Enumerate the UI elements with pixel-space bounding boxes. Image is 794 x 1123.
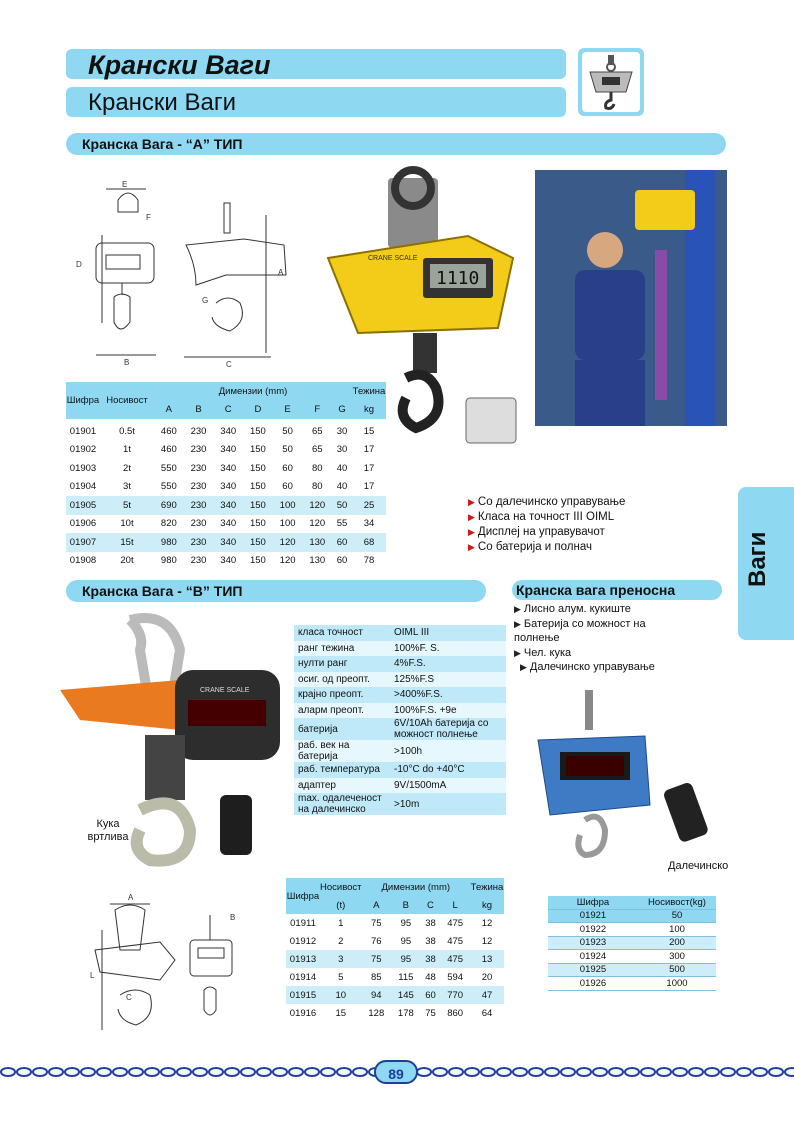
section-b-title: Кранска Вага - “В” ТИП	[82, 583, 243, 599]
table-cell: 30	[336, 425, 348, 437]
table-cell: 75	[371, 917, 382, 929]
table-cell: 01915	[286, 986, 320, 1004]
table-cell: нулти ранг	[294, 656, 390, 672]
table-cell: 340	[220, 444, 237, 456]
dim-letter: L	[440, 896, 470, 914]
table-cell: 01903	[69, 462, 97, 474]
table-cell: 65	[311, 425, 323, 437]
table-cell: 01912	[289, 935, 317, 947]
crane-scale-icon	[582, 52, 640, 112]
table-cell: 68	[352, 533, 386, 552]
type-a-features	[468, 495, 708, 555]
table-cell: 38	[425, 917, 436, 929]
table-cell: 01921	[548, 909, 638, 923]
dim-letter: A	[362, 896, 392, 914]
col-capacity-header: Носивост	[320, 878, 362, 896]
portable-features	[514, 602, 694, 675]
table-row	[548, 923, 716, 937]
table-cell: 770	[440, 986, 470, 1004]
table-cell: 340	[220, 462, 237, 474]
list-item: ▶ Далечинско управување	[520, 661, 655, 673]
section-b-header	[66, 580, 486, 602]
col-capacity-header: Носивост(kg)	[638, 896, 716, 909]
list-item: ▶ Дисплеј на управувачот	[468, 526, 605, 538]
table-cell: 80	[302, 478, 332, 497]
table-cell: 1	[338, 917, 344, 929]
table-cell: 230	[190, 425, 207, 437]
table-cell: 120	[302, 515, 332, 534]
crane-scale-logo	[578, 48, 644, 116]
table-row	[66, 533, 386, 552]
table-cell: 200	[638, 936, 716, 950]
svg-text:D: D	[76, 260, 82, 269]
table-cell: 01923	[548, 936, 638, 950]
table-row	[294, 687, 506, 703]
portable-section-header	[512, 580, 722, 600]
table-cell: 50	[282, 444, 293, 456]
table-cell: 17	[363, 444, 375, 456]
table-cell: 6V/10Ah батерија со можност полнење	[390, 718, 506, 740]
table-cell: >100h	[390, 740, 506, 762]
table-cell: 01924	[548, 950, 638, 964]
svg-text:E: E	[122, 180, 128, 189]
table-cell: 475	[447, 917, 464, 929]
col-dims-header: Димензии (mm)	[362, 878, 470, 896]
table-cell: 125%F.S	[390, 672, 506, 688]
hook-label: Кука вртлива	[87, 818, 129, 843]
table-row	[548, 950, 716, 964]
table-cell: 38	[421, 950, 441, 968]
dim-letter: B	[184, 401, 214, 420]
table-cell: 150	[249, 462, 266, 474]
dim-letter: B	[391, 896, 421, 914]
table-row	[294, 793, 506, 815]
col-dims-header: Димензии (mm)	[154, 382, 352, 401]
table-row	[294, 762, 506, 778]
table-cell: 115	[398, 971, 414, 983]
list-item: ▶ Со далечинско управување	[468, 496, 626, 508]
col-weight-header: Тежина	[470, 878, 504, 896]
table-cell: 85	[371, 971, 382, 983]
table-cell: 55	[332, 515, 352, 534]
table-cell: 5t	[100, 496, 154, 515]
table-cell: 95	[400, 917, 412, 929]
table-cell: 47	[470, 986, 504, 1004]
svg-text:C: C	[226, 360, 232, 369]
table-cell: 30	[336, 444, 348, 456]
table-cell: 150	[249, 425, 266, 437]
table-cell: 01922	[548, 923, 638, 937]
table-cell: 48	[425, 971, 436, 983]
svg-text:A: A	[278, 268, 284, 277]
type-b-dimension-table	[286, 878, 504, 1022]
portable-section-title: Кранска вага преносна	[516, 582, 676, 598]
table-cell: 150	[243, 515, 273, 534]
table-cell: 860	[447, 1007, 464, 1019]
dim-letter: F	[302, 401, 332, 420]
title-bar-bold	[66, 49, 566, 79]
table-cell: 40	[332, 478, 352, 497]
table-cell: 01905	[66, 496, 100, 515]
dim-letter: E	[273, 401, 303, 420]
table-cell: 01926	[548, 977, 638, 991]
table-cell: 01925	[548, 963, 638, 977]
table-cell: 20t	[100, 552, 154, 571]
table-cell: 100	[638, 923, 716, 937]
yellow-scale-brand: CRANE SCALE	[368, 255, 418, 262]
table-row	[66, 496, 386, 515]
table-cell: 50	[282, 425, 293, 437]
table-row	[66, 441, 386, 460]
table-cell: 120	[302, 496, 332, 515]
table-cell: 690	[154, 496, 184, 515]
table-cell: 01906	[66, 515, 100, 534]
table-cell: 100	[273, 496, 303, 515]
table-cell: 550	[154, 478, 184, 497]
feature-text: Далечинско управување	[529, 661, 655, 673]
remote-label: Далечинско	[668, 860, 729, 872]
table-cell: 100	[273, 515, 303, 534]
table-cell: 01907	[66, 533, 100, 552]
table-cell: 500	[638, 963, 716, 977]
type-a-spec-table	[66, 382, 386, 570]
list-item: ▶ Чел. кука	[514, 646, 572, 659]
page-title-plain: Крански Ваги	[88, 89, 237, 116]
table-cell: 150	[243, 552, 273, 571]
dim-letter: D	[243, 401, 273, 420]
table-cell: 95	[391, 950, 421, 968]
table-cell: 2t	[123, 462, 131, 474]
table-cell: 75	[362, 950, 392, 968]
table-cell: 95	[400, 935, 412, 947]
table-cell: 230	[190, 462, 207, 474]
table-row	[548, 909, 716, 923]
capacity-unit: (t)	[320, 896, 362, 914]
table-cell: 3	[320, 950, 362, 968]
table-cell: 40	[336, 462, 348, 474]
table-cell: 150	[243, 533, 273, 552]
table-cell: 475	[440, 950, 470, 968]
table-cell: 460	[160, 425, 177, 437]
table-cell: 10t	[100, 515, 154, 534]
table-row	[294, 672, 506, 688]
table-cell: 60	[273, 478, 303, 497]
table-cell: 94	[362, 986, 392, 1004]
portable-table	[548, 896, 716, 991]
table-row	[66, 459, 386, 478]
col-code-header: Шифра	[286, 878, 320, 914]
table-row	[286, 986, 504, 1004]
table-cell: 100%F. S.	[390, 641, 506, 657]
table-row	[548, 963, 716, 977]
type-b-technical-drawing	[80, 890, 280, 1040]
table-cell: 0.5t	[119, 425, 135, 437]
table-cell: 230	[184, 552, 214, 571]
table-row	[66, 422, 386, 441]
table-cell: 980	[154, 533, 184, 552]
table-cell: 1t	[123, 444, 131, 456]
list-item: ▶ Батерија со можност на полнење	[514, 617, 646, 644]
page-number: 89	[374, 1060, 418, 1084]
table-row	[286, 914, 504, 932]
table-cell: 150	[243, 496, 273, 515]
col-weight-header: Тежина	[352, 382, 386, 401]
table-cell: OIML III	[390, 625, 506, 641]
table-cell: 128	[368, 1007, 385, 1019]
table-cell: 340	[213, 515, 243, 534]
table-cell: 2	[338, 935, 344, 947]
table-cell: max. одалеченост на далечинско	[294, 793, 390, 815]
table-cell: 01901	[69, 425, 97, 437]
table-cell: 1000	[638, 977, 716, 991]
side-tab-label: Ваги	[744, 531, 771, 587]
worker-photo	[535, 170, 727, 426]
table-row	[286, 950, 504, 968]
table-cell: 300	[638, 950, 716, 964]
table-cell: 230	[190, 444, 207, 456]
table-cell: 01908	[66, 552, 100, 571]
table-cell: 10	[320, 986, 362, 1004]
table-cell: 65	[311, 444, 323, 456]
col-capacity-header: Носивост	[100, 382, 154, 419]
table-cell: 15t	[100, 533, 154, 552]
table-cell: 60	[332, 533, 352, 552]
feature-text: Батерија со можност на полнење	[514, 617, 646, 644]
category-side-tab	[738, 487, 794, 640]
table-cell: батерија	[294, 718, 390, 740]
table-cell: 15	[363, 425, 375, 437]
table-cell: 820	[154, 515, 184, 534]
table-cell: 594	[447, 971, 464, 983]
table-cell: 145	[391, 986, 421, 1004]
page-title-bold: Крански Ваги	[88, 50, 271, 80]
table-cell: 100%F.S. +9e	[390, 703, 506, 719]
section-a-header	[66, 133, 726, 155]
table-cell: 50	[332, 496, 352, 515]
table-row	[66, 515, 386, 534]
table-cell: 75	[425, 1007, 436, 1019]
table-cell: 20	[481, 971, 493, 983]
table-cell: 12	[481, 935, 493, 947]
table-cell: 4%F.S.	[390, 656, 506, 672]
table-cell: 12	[481, 917, 493, 929]
table-cell: класа точност	[294, 625, 390, 641]
table-cell: осиг. од преопт.	[294, 672, 390, 688]
table-cell: 9V/1500mA	[390, 778, 506, 794]
table-cell: 178	[397, 1007, 414, 1019]
blue-portable-scale-image	[530, 690, 740, 880]
table-cell: 60	[421, 986, 441, 1004]
col-code-header: Шифра	[548, 896, 638, 909]
svg-text:C: C	[126, 993, 132, 1002]
table-row	[294, 656, 506, 672]
table-cell: >10m	[390, 793, 506, 815]
feature-text: Лисно алум. кукиште	[523, 603, 631, 615]
table-row	[294, 641, 506, 657]
svg-text:B: B	[124, 358, 130, 367]
table-cell: 130	[302, 533, 332, 552]
feature-text: Дисплеј на управувачот	[477, 526, 605, 538]
list-item: ▶ Со батерија и полнач	[468, 541, 592, 553]
table-cell: 340	[213, 496, 243, 515]
svg-text:B: B	[230, 913, 236, 922]
table-cell: 01913	[286, 950, 320, 968]
list-item: ▶ Лисно алум. кукиште	[514, 603, 631, 615]
table-cell: 60	[282, 462, 293, 474]
table-cell: 15	[335, 1007, 347, 1019]
table-cell: 76	[371, 935, 382, 947]
table-row	[294, 740, 506, 762]
table-cell: 475	[447, 935, 464, 947]
table-cell: 980	[154, 552, 184, 571]
table-cell: 25	[352, 496, 386, 515]
svg-text:A: A	[128, 893, 134, 902]
table-cell: 120	[273, 552, 303, 571]
col-code-header: Шифра	[66, 382, 100, 419]
table-cell: раб. век на батерија	[294, 740, 390, 762]
table-cell: 340	[213, 552, 243, 571]
table-cell: 01904	[66, 478, 100, 497]
table-row	[548, 977, 716, 991]
table-cell: 01914	[289, 971, 317, 983]
table-cell: 80	[311, 462, 323, 474]
table-row	[548, 936, 716, 950]
feature-text: Класа на точност III OIML	[477, 511, 615, 523]
table-cell: 5	[338, 971, 344, 983]
table-cell: 38	[425, 935, 436, 947]
feature-text: Со батерија и полнач	[477, 541, 592, 553]
dim-letter: A	[154, 401, 184, 420]
table-row	[286, 968, 504, 986]
yellow-scale-display: 1110	[436, 268, 480, 289]
table-row	[66, 478, 386, 497]
table-row	[294, 778, 506, 794]
table-cell: 130	[302, 552, 332, 571]
table-cell: 230	[184, 515, 214, 534]
section-a-title: Кранска Вага - “А” ТИП	[82, 136, 243, 152]
table-row	[286, 932, 504, 950]
table-cell: 230	[184, 496, 214, 515]
title-bar-plain	[66, 87, 566, 117]
table-cell: 17	[363, 462, 375, 474]
svg-text:G: G	[202, 296, 209, 305]
table-cell: крајно преопт.	[294, 687, 390, 703]
dim-letter: C	[421, 896, 441, 914]
table-cell: 34	[352, 515, 386, 534]
table-cell: 60	[332, 552, 352, 571]
table-cell: 340	[213, 533, 243, 552]
table-row	[294, 703, 506, 719]
table-cell: 3t	[100, 478, 154, 497]
table-cell: 01916	[289, 1007, 317, 1019]
table-cell: раб. температура	[294, 762, 390, 778]
table-row	[286, 1004, 504, 1022]
weight-unit: kg	[470, 896, 504, 914]
svg-text:L: L	[90, 971, 95, 980]
table-cell: аларм преопт.	[294, 703, 390, 719]
feature-text: Со далечинско управување	[477, 496, 626, 508]
table-cell: 120	[273, 533, 303, 552]
table-cell: >400%F.S.	[390, 687, 506, 703]
table-cell: 550	[160, 462, 177, 474]
dim-letter: C	[213, 401, 243, 420]
table-cell: 01911	[290, 917, 316, 929]
table-cell: 50	[638, 909, 716, 923]
table-cell: 150	[249, 444, 266, 456]
type-b-spec-table	[294, 625, 506, 815]
table-cell: 17	[352, 478, 386, 497]
table-cell: 13	[470, 950, 504, 968]
table-cell: 150	[243, 478, 273, 497]
weight-unit: kg	[352, 401, 386, 420]
feature-text: Чел. кука	[523, 646, 572, 659]
orange-scale-brand: CRANE SCALE	[200, 687, 250, 694]
table-cell: 78	[352, 552, 386, 571]
table-cell: адаптер	[294, 778, 390, 794]
svg-text:F: F	[146, 213, 151, 222]
list-item: ▶ Класа на точност III OIML	[468, 511, 615, 523]
type-a-technical-drawing	[66, 175, 306, 370]
table-row	[66, 552, 386, 571]
table-cell: 64	[481, 1007, 493, 1019]
table-cell: 230	[184, 533, 214, 552]
worker-photo-illustration	[535, 170, 727, 426]
table-cell: 01902	[69, 444, 97, 456]
dim-letter: G	[332, 401, 352, 420]
table-cell: 340	[213, 478, 243, 497]
table-row	[294, 718, 506, 740]
table-cell: -10°C do +40°C	[390, 762, 506, 778]
table-cell: 340	[220, 425, 237, 437]
table-cell: 460	[160, 444, 177, 456]
table-cell: ранг тежина	[294, 641, 390, 657]
table-row	[294, 625, 506, 641]
table-cell: 230	[184, 478, 214, 497]
